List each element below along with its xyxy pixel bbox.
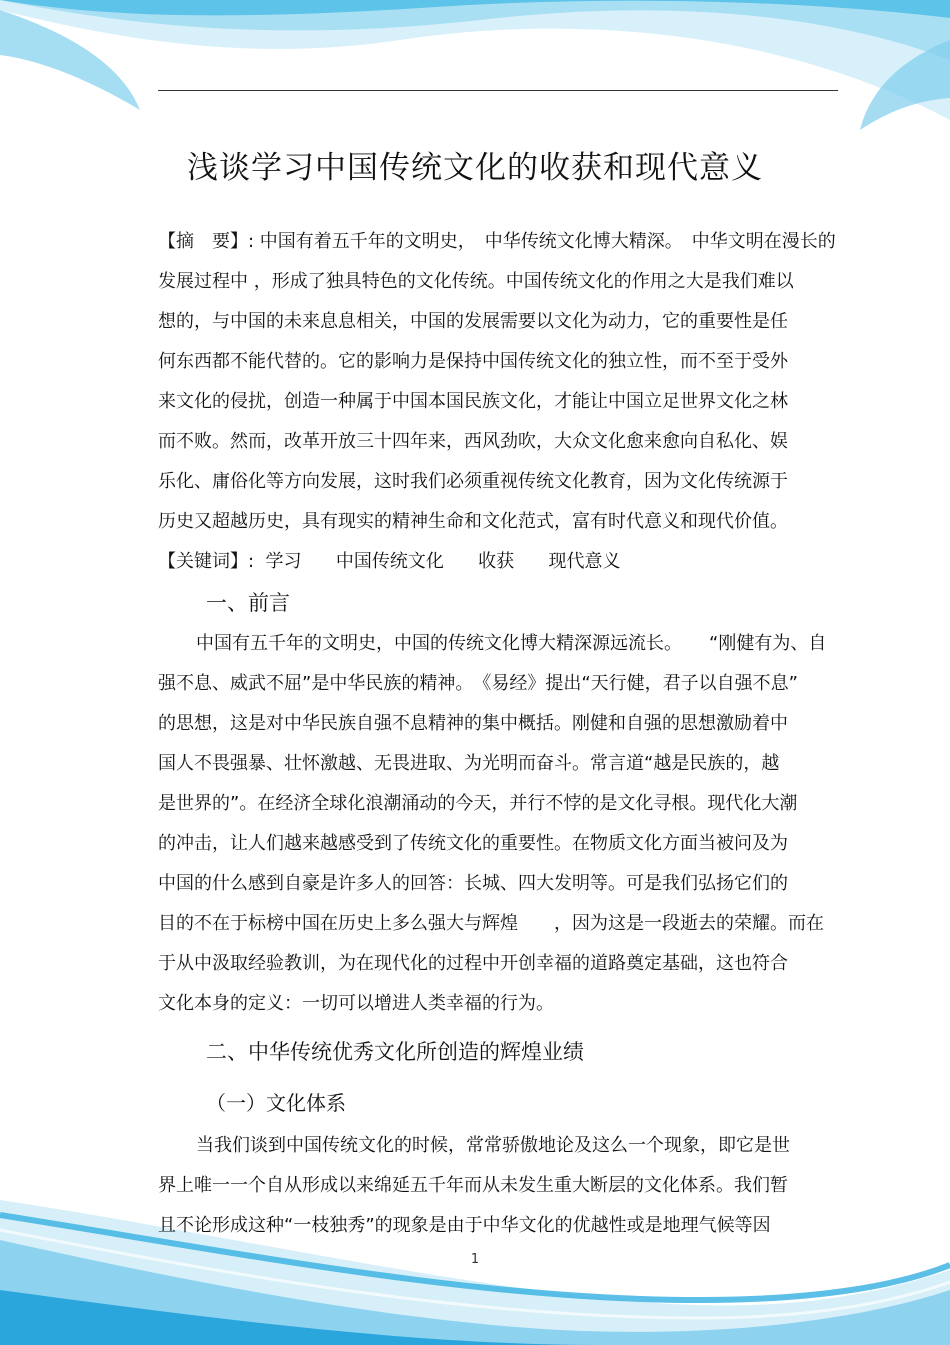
document-body: [158, 222, 838, 1246]
abstract-section: [158, 222, 838, 582]
abstract-line: 发展过程中 ，形成了独具特色的文化传统。中国传统文化的作用之大是我们难以: [158, 271, 794, 292]
paragraph-line: 中国有五千年的文明史，中国的传统文化博大精深源远流长。 “刚健有为、自: [196, 633, 827, 654]
paragraph-line: 目的不在于标榜中国在历史上多么强大与辉煌 ，因为这是一段逝去的荣耀。而在: [158, 913, 824, 934]
section-heading-achievements: 二、中华传统优秀文化所创造的辉煌业绩: [206, 1040, 584, 1064]
abstract-line: 想的，与中国的未来息息相关，中国的发展需要以文化为动力，它的重要性是任: [158, 311, 788, 332]
abstract-line: 历史又超越历史，具有现实的精神生命和文化范式，富有时代意义和现代价值。: [158, 511, 788, 532]
header-rule: [158, 90, 838, 91]
paragraph-line: 于从中汲取经验教训，为在现代化的过程中开创幸福的道路奠定基础，这也符合: [158, 953, 788, 974]
section-heading-preface: 一、前言: [206, 591, 290, 615]
paragraph-line: 国人不畏强暴、壮怀激越、无畏进取、为光明而奋斗。常言道“越是民族的，越: [158, 753, 780, 774]
paragraph-line: 强不息、威武不屈”是中华民族的精神。 《易经》提出“天行健，君子以自强不息”: [158, 673, 798, 694]
abstract-line: 而不败。然而，改革开放三十四年来，西风劲吹，大众文化愈来愈向自私化、娱: [158, 431, 788, 452]
paragraph-line: 中国的什么感到自豪是许多人的回答：长城、四大发明等。可是我们弘扬它们的: [158, 873, 788, 894]
abstract-line: 何东西都不能代替的。它的影响力是保持中国传统文化的独立性，而不至于受外: [158, 351, 788, 372]
subsection-heading-cultural-system: （一）文化体系: [206, 1091, 346, 1115]
abstract-line: 【摘 要】: 中国有着五千年的文明史， 中华传统文化博大精深。 中华文明在漫长的: [158, 231, 836, 252]
abstract-line: 乐化、庸俗化等方向发展，这时我们必须重视传统文化教育，因为文化传统源于: [158, 471, 788, 492]
abstract-line: 来文化的侵扰，创造一种属于中国本国民族文化，才能让中国立足世界文化之林: [158, 391, 788, 412]
paragraph-line: 的冲击，让人们越来越感受到了传统文化的重要性。在物质文化方面当被问及为: [158, 833, 788, 854]
keywords-line: 【关键词】: 学习 中国传统文化 收获 现代意义: [158, 551, 621, 572]
document-title: 浅谈学习中国传统文化的收获和现代意义: [187, 150, 763, 186]
cultural-system-section: [158, 1126, 838, 1246]
paragraph-line: 的思想，这是对中华民族自强不息精神的集中概括。刚健和自强的思想激励着中: [158, 713, 788, 734]
paragraph-line: 界上唯一一个自从形成以来绵延五千年而从未发生重大断层的文化体系。我们暂: [158, 1175, 788, 1196]
paragraph-line: 当我们谈到中国传统文化的时候，常常骄傲地论及这么一个现象，即它是世: [196, 1135, 790, 1156]
page-number: 1: [470, 1252, 480, 1267]
preface-section: [158, 624, 838, 1024]
paragraph-line: 文化本身的定义：一切可以增进人类幸福的行为。: [158, 993, 554, 1014]
paragraph-line: 是世界的”。在经济全球化浪潮涌动的今天，并行不悖的是文化寻根。现代化大潮: [158, 793, 798, 814]
paragraph-line: 且不论形成这种“一枝独秀”的现象是由于中华文化的优越性或是地理气候等因: [158, 1215, 771, 1236]
